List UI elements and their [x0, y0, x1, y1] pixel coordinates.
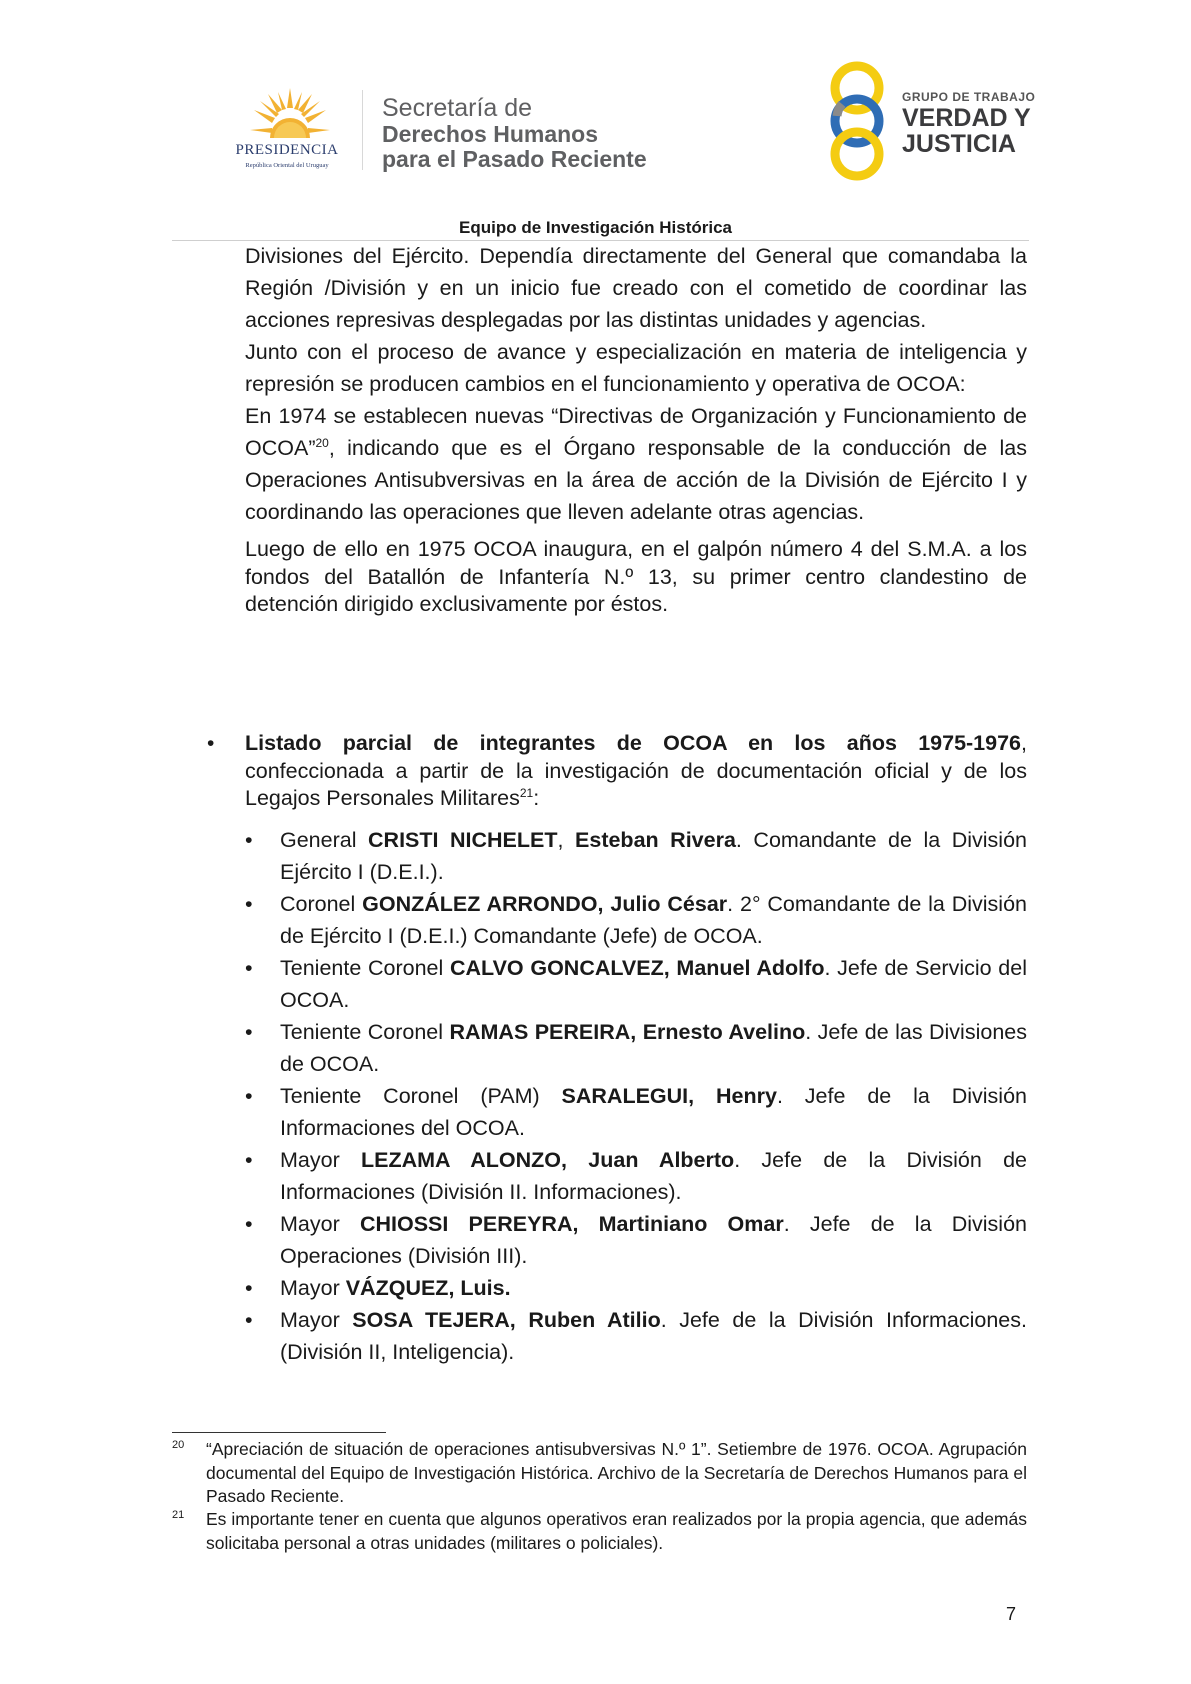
footnote-20 — [172, 1438, 1027, 1509]
paragraph-3 — [245, 400, 1027, 528]
footnote-text: Es importante tener en cuenta que algunos operativos eran realizados por la propia agencia, que además solicitaba personal a otras unidades (militares o policiales). — [206, 1509, 1027, 1553]
logo-divider — [362, 90, 363, 170]
verdad-justicia-logo — [820, 60, 1036, 182]
vj-big-text-2: JUSTICIA — [902, 130, 1016, 158]
paragraph-1: Divisiones del Ejército. Dependía directamente del General que comandaba la Región /División y en un inicio fue creado con el cometido de coordinar las acciones represivas desplegadas por las distintas unidades y agencias. — [245, 244, 1027, 332]
footnote-21 — [172, 1508, 1027, 1555]
vj-small-text: GRUPO DE TRABAJO — [902, 90, 1036, 104]
bullet: • — [245, 1308, 253, 1332]
rings-icon — [820, 60, 894, 182]
presidencia-logo — [212, 86, 362, 172]
bullet: • — [245, 1020, 253, 1044]
sun-icon — [250, 86, 330, 142]
list-item: • Teniente Coronel RAMAS PEREIRA, Ernesto Avelino. Jefe de las Divisiones de OCOA. — [280, 1016, 1027, 1080]
presidencia-subtitle: República Oriental del Uruguay — [245, 162, 329, 169]
bullet: • — [245, 1084, 253, 1108]
bullet: • — [245, 956, 253, 980]
list-item: • Mayor SOSA TEJERA, Ruben Atilio. Jefe de la División Informaciones. (División II, Inteligencia). — [280, 1304, 1027, 1368]
bullet: • — [245, 1276, 253, 1300]
paragraph-3-b: , indicando que es el Órgano responsable de la conducción de las Operaciones Antisubversivas en la área de acción de la División de Ejército I y coordinando las operaciones que lleven adelante otras agencias. — [245, 436, 1027, 524]
secretaria-line-3: para el Pasado Reciente — [382, 146, 647, 172]
team-title: Equipo de Investigación Histórica — [459, 218, 732, 237]
secretaria-line-1: Secretaría de — [382, 94, 533, 122]
footnote-ref-21[interactable]: 21 — [519, 785, 534, 800]
body-text — [245, 240, 1027, 619]
bullet: • — [207, 732, 215, 755]
list-title-bold: Listado parcial de integrantes de OCOA en los años 1975-1976 — [245, 731, 1022, 755]
paragraph-3-a: En 1974 se establecen nuevas “Directivas de Organización y Funcionamiento de OCOA” — [245, 404, 1027, 460]
list-heading — [207, 730, 1027, 813]
list-item: • Mayor VÁZQUEZ, Luis. — [280, 1272, 1027, 1304]
bullet: • — [245, 892, 253, 916]
list-item: • Teniente Coronel (PAM) SARALEGUI, Henry. Jefe de la División Informaciones del OCOA. — [280, 1080, 1027, 1144]
list-item: • Teniente Coronel CALVO GONCALVEZ, Manuel Adolfo. Jefe de Servicio del OCOA. — [280, 952, 1027, 1016]
presidencia-name: PRESIDENCIA — [235, 142, 339, 158]
paragraph-4: Luego de ello en 1975 OCOA inaugura, en el galpón número 4 del S.M.A. a los fondos del Batallón de Infantería N.º 13, su primer centro clandestino de detención dirigido exclusivamente por éstos. — [245, 537, 1027, 616]
footnote-number: 20 — [172, 1439, 185, 1451]
footnote-number: 21 — [172, 1509, 185, 1521]
footnote-ref-20[interactable]: 20 — [315, 435, 329, 450]
footnote-rule — [172, 1432, 386, 1433]
list-item: • Mayor CHIOSSI PEREYRA, Martiniano Omar. Jefe de la División Operaciones (División III). — [280, 1208, 1027, 1272]
bullet: • — [245, 1148, 253, 1172]
secretaria-line-2: Derechos Humanos — [382, 121, 599, 147]
list-item: • General CRISTI NICHELET, Esteban Rivera. Comandante de la División Ejército I (D.E.I.). — [280, 824, 1027, 888]
bullet: • — [245, 828, 253, 852]
list-title-end: : — [533, 786, 540, 810]
officers-list — [245, 824, 1027, 1368]
page-header — [0, 0, 1191, 240]
paragraph-2: Junto con el proceso de avance y especialización en materia de inteligencia y represión se producen cambios en el funcionamiento y operativa de OCOA: — [245, 340, 1027, 396]
list-item: • Mayor LEZAMA ALONZO, Juan Alberto. Jefe de la División de Informaciones (División II. Informaciones). — [280, 1144, 1027, 1208]
list-item: • Coronel GONZÁLEZ ARRONDO, Julio César. 2° Comandante de la División de Ejército I (D.E.I.) Comandante (Jefe) de OCOA. — [280, 888, 1027, 952]
page-number: 7 — [1006, 1604, 1017, 1624]
bullet: • — [245, 1212, 253, 1236]
vj-big-text-1: VERDAD Y — [902, 104, 1031, 132]
secretaria-logo — [382, 94, 647, 172]
footnote-text: “Apreciación de situación de operaciones antisubversivas N.º 1”. Setiembre de 1976. OCOA. Agrupación documental del Equipo de Investigación Histórica. Archivo de la Secretaría de Derechos Humanos para el Pasado Reciente. — [206, 1439, 1027, 1506]
list-title-rest: , confeccionada a partir de la investigación de documentación oficial y de los Legajos Personales Militares — [245, 731, 1027, 810]
